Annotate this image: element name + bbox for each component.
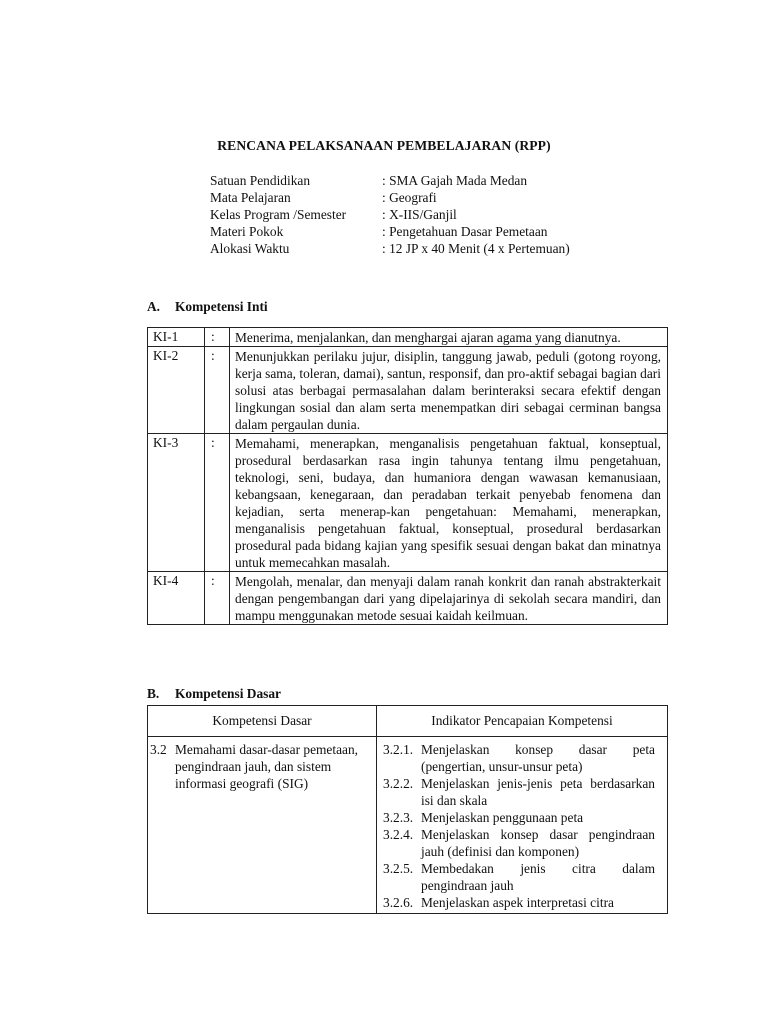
table-row [148, 434, 668, 572]
info-value: : Geografi [382, 190, 437, 205]
indicator-number: 3.2.4. [383, 827, 414, 842]
section-title: Kompetensi Inti [175, 299, 268, 314]
info-value: : X-IIS/Ganjil [382, 207, 457, 222]
ki-colon: : [205, 434, 230, 572]
table-header-row [148, 706, 668, 737]
indicator-text: Menjelaskan penggunaan peta [421, 810, 584, 825]
info-row [210, 240, 570, 257]
indicator-item [383, 741, 655, 775]
indicator-item [383, 894, 655, 911]
indicator-text: Membedakan jenis citra dalam pengindraan jauh [421, 861, 655, 893]
kd-number: 3.2 [150, 742, 167, 757]
indicator-item [383, 775, 655, 809]
table-row [148, 737, 668, 914]
indicator-number: 3.2.1. [383, 742, 414, 757]
section-letter: B. [147, 686, 160, 701]
ki-colon: : [205, 572, 230, 625]
info-row [210, 189, 570, 206]
info-row [210, 206, 570, 223]
section-letter: A. [147, 299, 161, 314]
indicator-number: 3.2.6. [383, 895, 414, 910]
info-row [210, 223, 570, 240]
indicator-number: 3.2.5. [383, 861, 414, 876]
info-label: Mata Pelajaran [210, 190, 291, 205]
table-row [148, 572, 668, 625]
document-title: RENCANA PELAKSANAAN PEMBELAJARAN (RPP) [217, 138, 551, 153]
kd-item [150, 741, 372, 792]
ki-colon: : [205, 347, 230, 434]
ki-code: KI-2 [148, 347, 205, 434]
indicator-number: 3.2.2. [383, 776, 414, 791]
indicator-item [383, 826, 655, 860]
table-row [148, 347, 668, 434]
info-block [210, 172, 570, 257]
indicator-text: Menjelaskan konsep dasar pengindraan jauh (definisi dan komponen) [421, 827, 655, 859]
section-a-heading [147, 299, 268, 315]
table-row [148, 328, 668, 347]
section-title: Kompetensi Dasar [175, 686, 282, 701]
indicator-text: Menjelaskan konsep dasar peta (pengertian, unsur-unsur peta) [421, 742, 655, 774]
indicator-item [383, 809, 655, 826]
info-value: : SMA Gajah Mada Medan [382, 173, 528, 188]
ki-code: KI-3 [148, 434, 205, 572]
ki-code: KI-1 [148, 328, 205, 347]
ki-code: KI-4 [148, 572, 205, 625]
indicator-text: Menjelaskan jenis-jenis peta berdasarkan isi dan skala [421, 776, 655, 808]
info-row [210, 172, 570, 189]
ki-colon: : [205, 328, 230, 347]
kompetensi-inti-table [147, 327, 668, 625]
info-label: Materi Pokok [210, 224, 284, 239]
indicator-number: 3.2.3. [383, 810, 414, 825]
info-value: : Pengetahuan Dasar Pemetaan [382, 224, 548, 239]
ki-description: Mengolah, menalar, dan menyaji dalam ranah konkrit dan ranah abstrakterkait dengan pengembangan dari yang dipelajarinya di sekolah secara mandiri, dan mampu menggunakan metode sesuai kaidah keilmuan. [230, 572, 668, 625]
info-label: Satuan Pendidikan [210, 173, 311, 188]
indicator-item [383, 860, 655, 894]
ki-description: Menerima, menjalankan, dan menghargai ajaran agama yang dianutnya. [230, 328, 668, 347]
ki-description: Memahami, menerapkan, menganalisis pengetahuan faktual, konseptual, prosedural berdasarkan rasa ingin tahunya tentang ilmu pengetahuan, teknologi, seni, budaya, dan humaniora dengan wawasan kemanusiaan, kebangsaan, kenegaraan, dan peradaban terkait penyebab fenomena dan kejadian, serta menerap-kan pengetahuan: Memahami, menerapkan, menganalisis pengetahuan faktual, konseptual, prosedural berdasarkan prosedural pada bidang kajian yang spesifik sesuai dengan bakat dan minatnya untuk memecahkan masalah. [230, 434, 668, 572]
info-label: Alokasi Waktu [210, 241, 290, 256]
indikator-cell [377, 737, 668, 914]
indicator-text: Menjelaskan aspek interpretasi citra [421, 895, 614, 910]
section-b-heading [147, 686, 281, 702]
info-value: : 12 JP x 40 Menit (4 x Pertemuan) [382, 241, 570, 256]
info-label: Kelas Program /Semester [210, 207, 347, 222]
column-header-kompetensi-dasar: Kompetensi Dasar [148, 706, 377, 737]
kd-cell [148, 737, 377, 914]
kompetensi-dasar-table [147, 705, 668, 914]
kd-text: Memahami dasar-dasar pemetaan, pengindraan jauh, dan sistem informasi geografi (SIG) [175, 742, 359, 791]
column-header-indikator: Indikator Pencapaian Kompetensi [377, 706, 668, 737]
ki-description: Menunjukkan perilaku jujur, disiplin, tanggung jawab, peduli (gotong royong, kerja sama, toleran, damai), santun, responsif, dan pro-aktif sebagai bagian dari solusi atas berbagai permasalahan dalam berinteraksi secara efektif dengan lingkungan sosial dan alam serta menempatkan diri sebagai cerminan bangsa dalam pergaulan dunia. [230, 347, 668, 434]
